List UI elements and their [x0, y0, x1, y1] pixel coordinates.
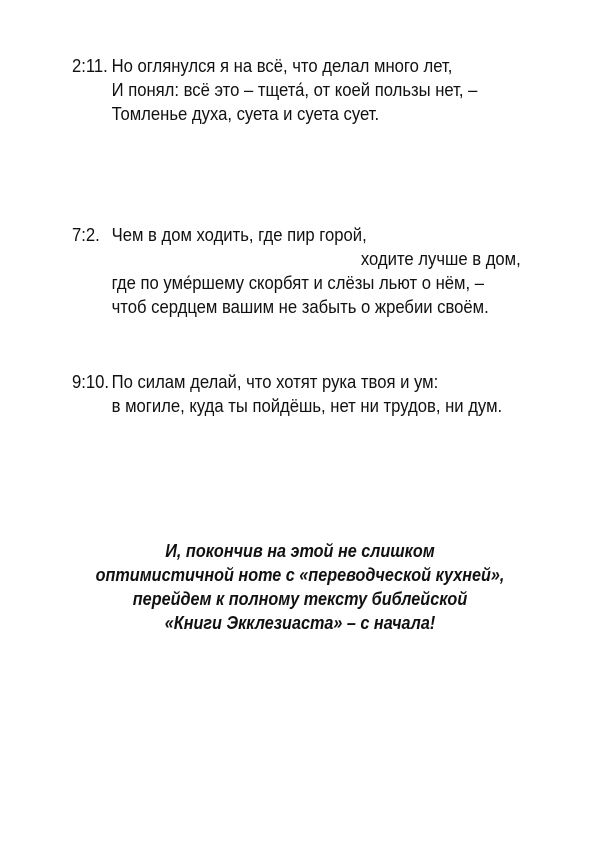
- verse-line: [72, 223, 521, 247]
- verse-text: ходите лучше в дом,: [360, 248, 521, 269]
- verse-line: [72, 78, 477, 102]
- verse-2-11: [72, 54, 477, 126]
- verse-text: Томленье духа, суета и суета сует.: [111, 103, 380, 124]
- verse-text: Чем в дом ходить, где пир горой,: [111, 224, 367, 245]
- verse-text: И понял: всё это – тщета́, от коей пользы нет, –: [111, 79, 478, 100]
- closing-line: перейдем к полному тексту библейской: [132, 589, 468, 609]
- verse-text: где по уме́ршему скорбят и слёзы льют о нём, –: [111, 272, 485, 293]
- verse-line: [72, 394, 502, 418]
- verse-text: По силам делай, что хотят рука твоя и ум:: [111, 371, 439, 392]
- verse-7-2: [72, 223, 521, 319]
- verse-text: чтоб сердцем вашим не забыть о жребии своём.: [111, 296, 489, 317]
- verse-9-10: [72, 370, 502, 418]
- verse-reference: 7:2.: [72, 224, 100, 245]
- closing-paragraph: [0, 539, 600, 635]
- verse-line: [72, 370, 502, 394]
- verse-line: [72, 247, 521, 271]
- verse-text: Но оглянулся я на всё, что делал много лет,: [111, 55, 453, 76]
- closing-line: оптимистичной ноте с «переводческой кухней»,: [95, 565, 505, 585]
- verse-line: [72, 102, 477, 126]
- verse-reference: 9:10.: [72, 371, 110, 392]
- verse-reference: 2:11.: [72, 55, 108, 76]
- verse-line: [72, 295, 521, 319]
- closing-line: И, покончив на этой не слишком: [165, 541, 435, 561]
- verse-line: [72, 54, 477, 78]
- verse-text: в могиле, куда ты пойдёшь, нет ни трудов, ни дум.: [111, 395, 503, 416]
- closing-line: «Книги Экклезиаста» – с начала!: [164, 613, 436, 633]
- verse-line: [72, 271, 521, 295]
